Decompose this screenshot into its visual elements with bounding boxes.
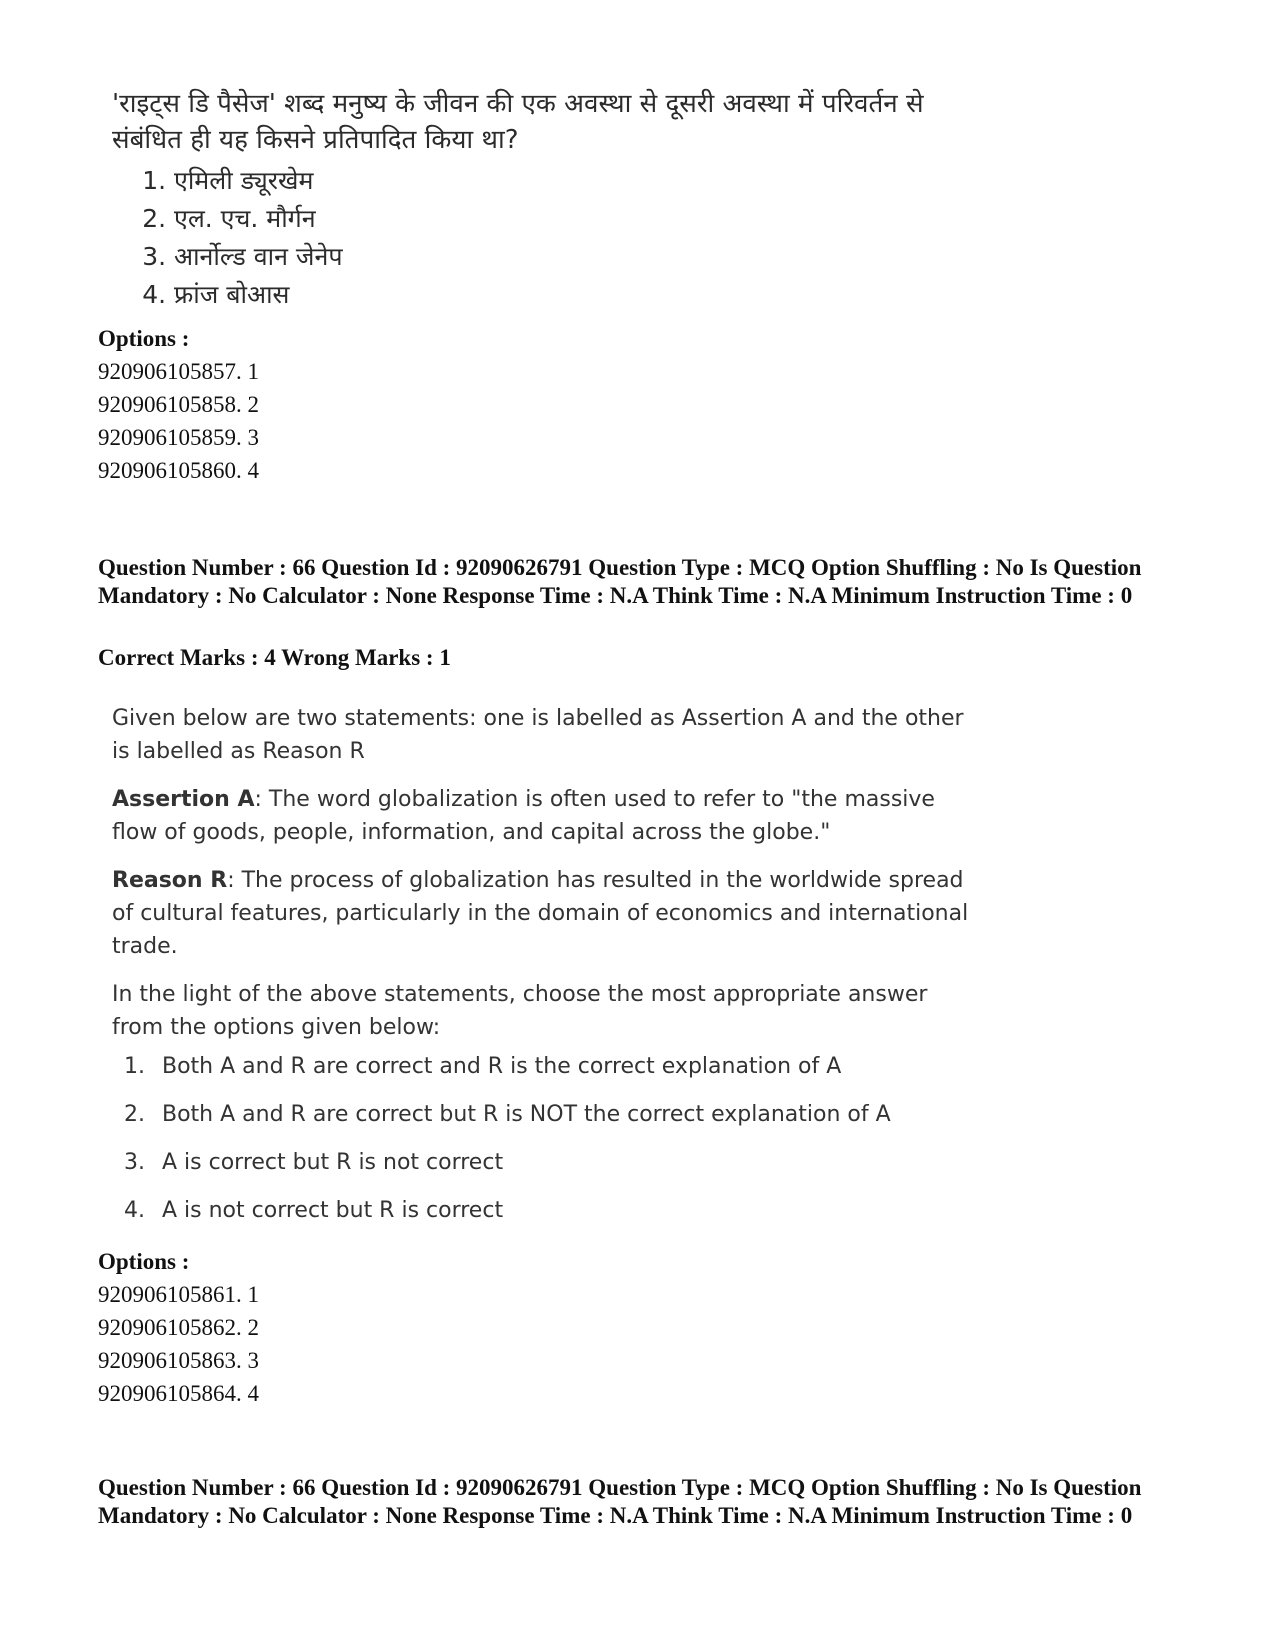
choice-item: 2. Both A and R are correct but R is NOT the correct explanation of A (152, 1098, 972, 1131)
option-id: 920906105860. 4 (98, 458, 259, 483)
question-image-english (112, 702, 972, 1242)
option-id: 920906105857. 1 (98, 359, 259, 384)
choice-item: 2. एल. एच. मौर्गन (174, 200, 952, 238)
question-meta: Question Number : 66 Question Id : 92090626791 Question Type : MCQ Option Shuffling : No Is Question Mandatory : No Calculator : None Response Time : N.A Think Time : N.A Minimum Instruction Time : 0 (98, 555, 1142, 608)
options-block (98, 1245, 259, 1410)
options-label: Options : (98, 1249, 190, 1274)
assertion-text: : The word globalization is often used to refer to "the massive flow of goods, people, information, and capital across the globe." (112, 787, 935, 845)
question-intro: Given below are two statements: one is labelled as Assertion A and the other is labelled as Reason R (112, 706, 964, 764)
choice-list (112, 162, 952, 314)
option-id: 920906105864. 4 (98, 1381, 259, 1406)
option-id: 920906105862. 2 (98, 1315, 259, 1340)
choice-item: 3. A is correct but R is not correct (152, 1146, 972, 1179)
reason-statement (112, 864, 972, 963)
question-stem: 'राइट्स डि पैसेज' शब्द मनुष्य के जीवन की एक अवस्था से दूसरी अवस्था में परिवर्तन से संबंधित ही यह किसने प्रतिपादित किया था? (112, 89, 924, 155)
options-block (98, 322, 259, 487)
option-id: 920906105863. 3 (98, 1348, 259, 1373)
assertion-statement (112, 783, 972, 849)
choice-list (112, 1050, 972, 1227)
choice-item: 1. एमिली ड्यूरखेम (174, 162, 952, 200)
reason-label: Reason R (112, 868, 228, 893)
question-image-hindi (112, 86, 952, 314)
choice-item: 1. Both A and R are correct and R is the correct explanation of A (152, 1050, 972, 1083)
options-label: Options : (98, 326, 190, 351)
question-meta: Question Number : 66 Question Id : 92090626791 Question Type : MCQ Option Shuffling : No Is Question Mandatory : No Calculator : None Response Time : N.A Think Time : N.A Minimum Instruction Time : 0 (98, 1475, 1142, 1528)
question-instruction: In the light of the above statements, choose the most appropriate answer from the options given below: (112, 982, 928, 1040)
choice-item: 4. A is not correct but R is correct (152, 1194, 972, 1227)
marks-line: Correct Marks : 4 Wrong Marks : 1 (98, 645, 451, 670)
reason-text: : The process of globalization has resulted in the worldwide spread of cultural features, particularly in the domain of economics and international trade. (112, 868, 969, 959)
option-id: 920906105858. 2 (98, 392, 259, 417)
assertion-label: Assertion A (112, 787, 255, 812)
option-id: 920906105859. 3 (98, 425, 259, 450)
option-id: 920906105861. 1 (98, 1282, 259, 1307)
choice-item: 4. फ्रांज बोआस (174, 276, 952, 314)
choice-item: 3. आर्नोल्ड वान जेनेप (174, 238, 952, 276)
